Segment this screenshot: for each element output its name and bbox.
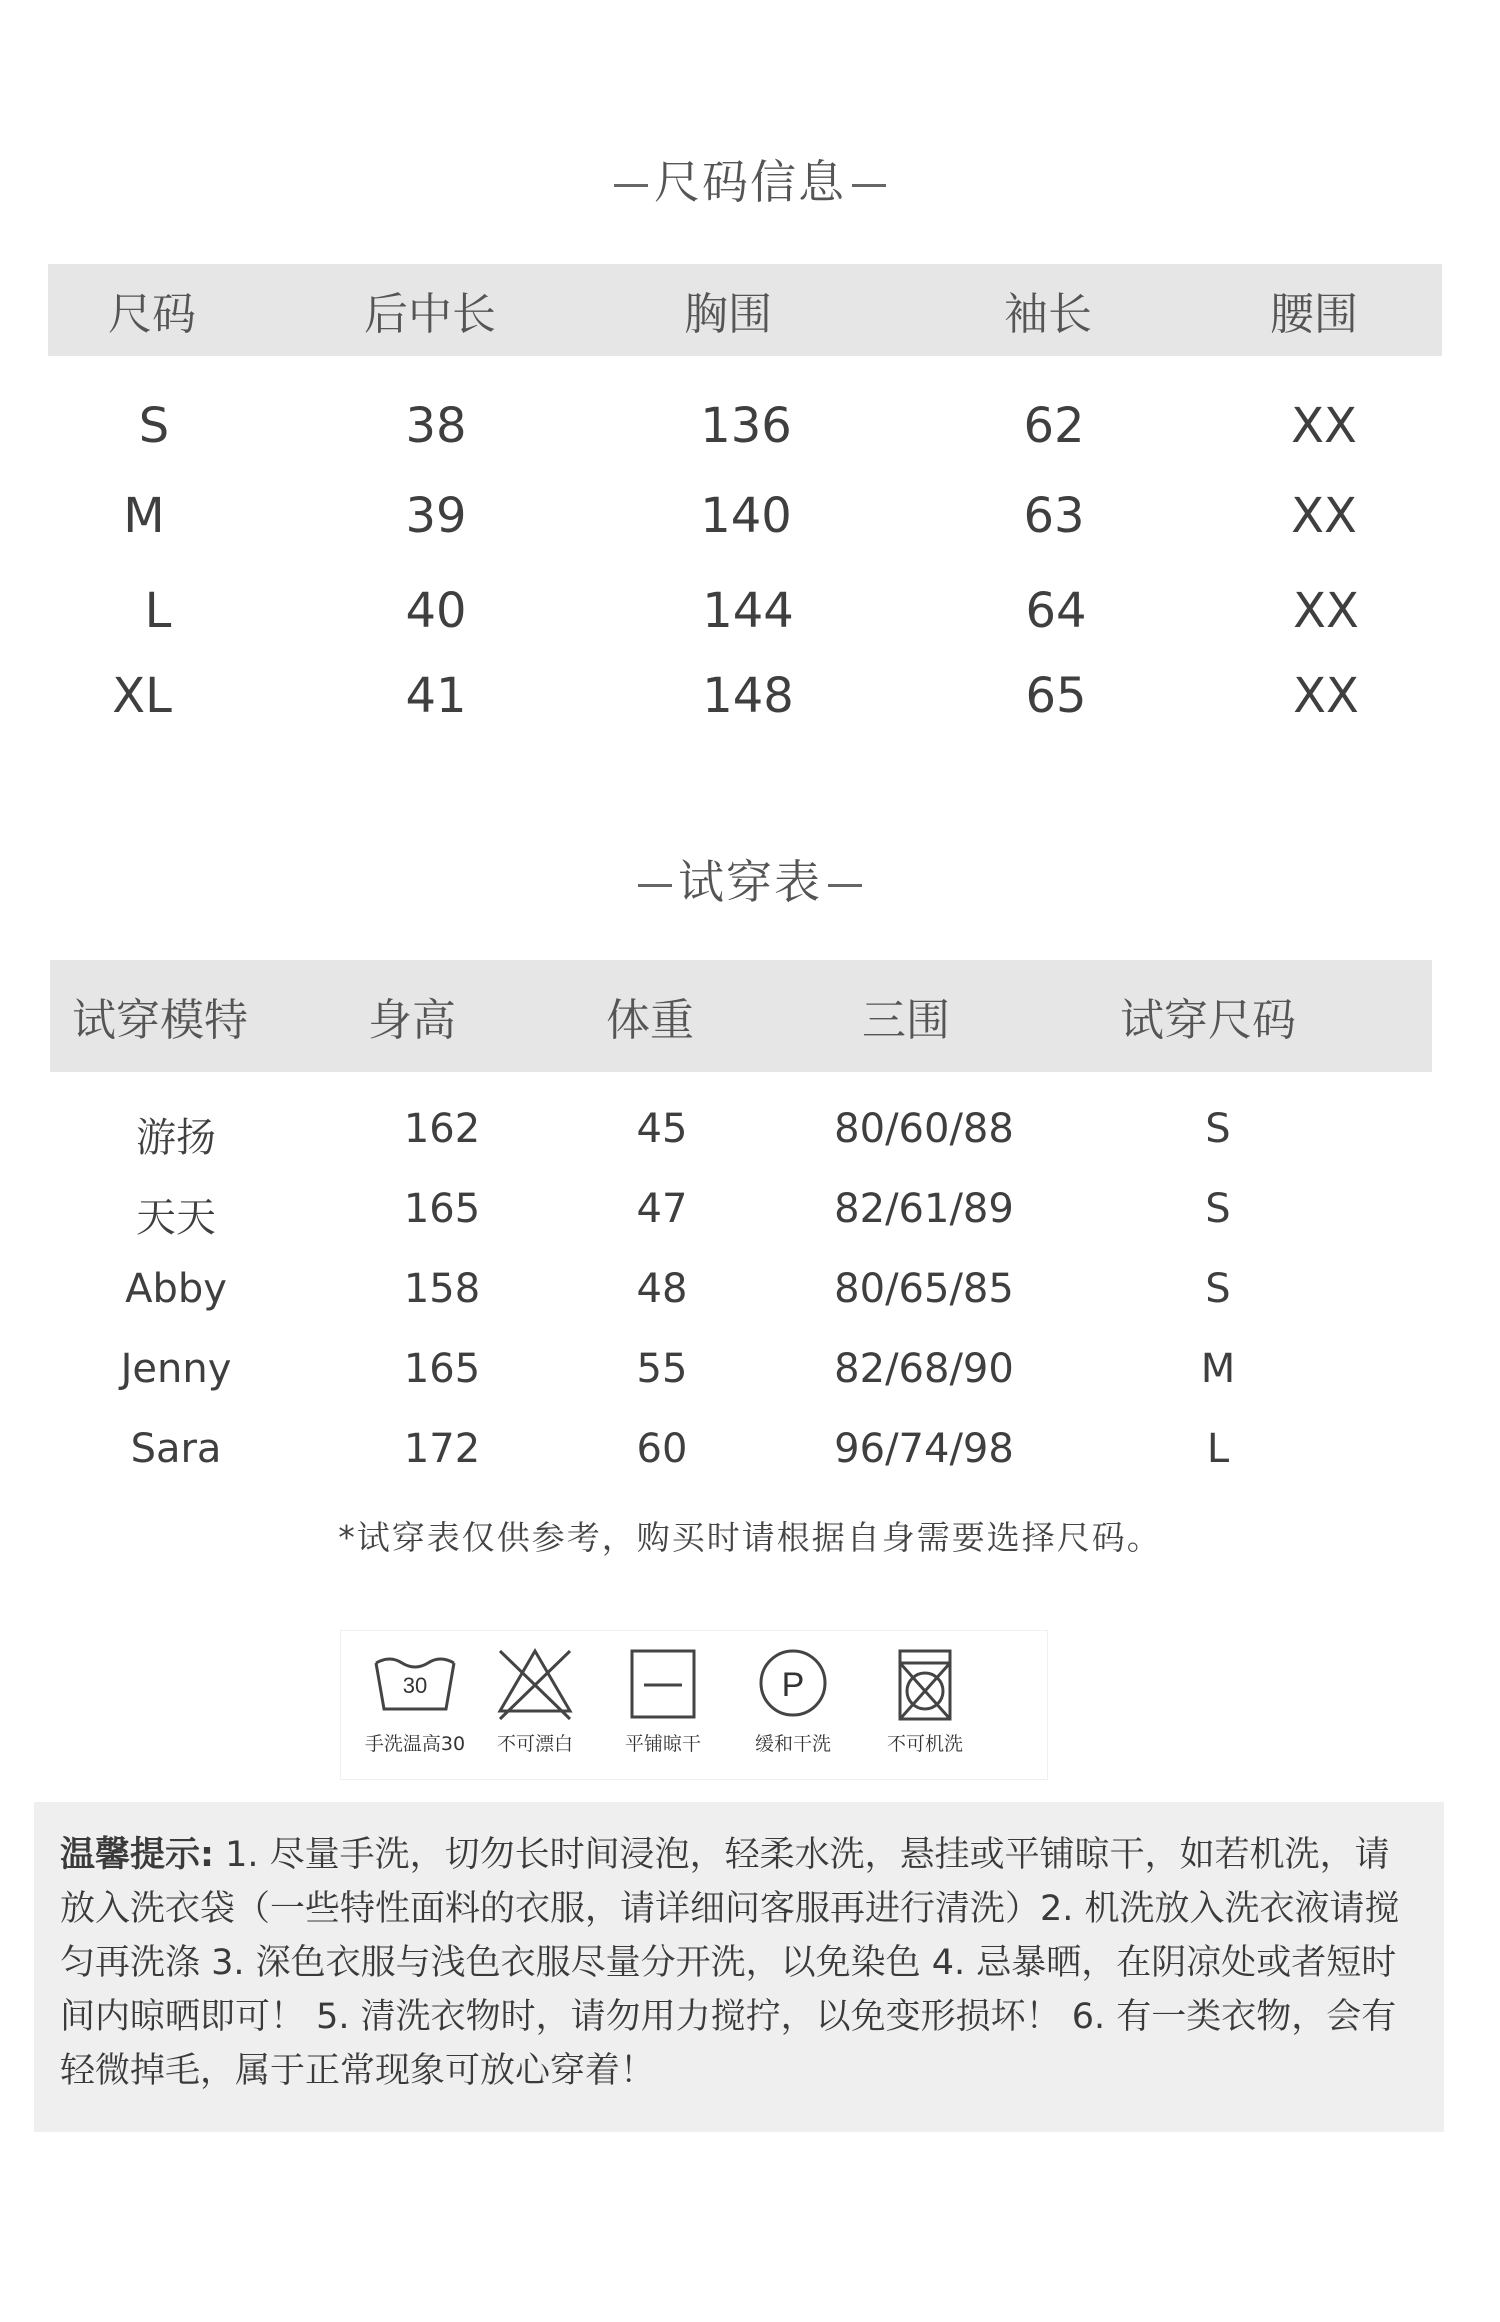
tryon-header-model: 试穿模特 — [72, 995, 248, 1046]
size-cell: XL — [112, 668, 172, 724]
care-item-dry-flat — [603, 1631, 723, 1756]
tryon-table-header — [50, 960, 1432, 1072]
tryon-cell: 172 — [403, 1426, 481, 1472]
size-cell: 38 — [405, 398, 467, 454]
size-cell: 65 — [1025, 668, 1087, 724]
care-symbols-panel — [340, 1630, 1048, 1780]
tryon-cell: 45 — [636, 1106, 688, 1152]
size-cell: 40 — [405, 583, 467, 639]
tryon-cell: L — [1206, 1426, 1230, 1472]
size-header-chest: 胸围 — [684, 289, 772, 340]
tryon-header-weight: 体重 — [606, 995, 694, 1046]
size-cell: XX — [1291, 398, 1357, 454]
tryon-cell: Sara — [130, 1426, 222, 1472]
size-header-back-length: 后中长 — [364, 289, 496, 340]
size-cell: 136 — [700, 398, 792, 454]
tryon-cell: 80/60/88 — [834, 1106, 1014, 1152]
tryon-cell: S — [1205, 1266, 1231, 1312]
wash-temp-text: 30 — [402, 1673, 428, 1698]
tryon-header-measurements: 三围 — [862, 995, 950, 1046]
size-cell: 64 — [1025, 583, 1087, 639]
size-cell: 140 — [700, 488, 792, 544]
tryon-note: *试穿表仅供参考，购买时请根据自身需要选择尺码。 — [338, 1518, 1162, 1557]
size-section-title — [0, 146, 1500, 212]
size-cell: 144 — [702, 583, 794, 639]
care-item-no-machine-wash — [865, 1631, 985, 1756]
care-label: 平铺晾干 — [624, 1733, 701, 1755]
size-cell: 41 — [405, 668, 467, 724]
tips-label: 温馨提示: — [60, 1835, 214, 1875]
dry-flat-icon — [618, 1645, 708, 1723]
tryon-cell: S — [1205, 1186, 1231, 1232]
tryon-header-size: 试穿尺码 — [1120, 995, 1296, 1046]
tryon-cell: 60 — [636, 1426, 688, 1472]
tryon-cell: Abby — [125, 1266, 227, 1312]
tryon-cell: 162 — [403, 1106, 481, 1152]
tryon-cell: M — [1200, 1346, 1236, 1392]
tryon-cell: 天天 — [136, 1195, 216, 1241]
care-item-no-bleach — [475, 1631, 595, 1756]
gentle-dry-clean-icon — [748, 1645, 838, 1723]
size-cell: 148 — [702, 668, 794, 724]
tryon-cell: 165 — [403, 1346, 481, 1392]
size-header-sleeve: 袖长 — [1004, 289, 1092, 340]
tryon-cell: 80/65/85 — [834, 1266, 1014, 1312]
tryon-header-height: 身高 — [368, 995, 456, 1046]
size-cell: XX — [1291, 488, 1357, 544]
size-cell: 63 — [1023, 488, 1085, 544]
care-tips-text — [60, 1828, 1420, 2098]
size-header-waist: 腰围 — [1270, 289, 1358, 340]
size-table-header — [48, 264, 1442, 356]
tryon-cell: 165 — [403, 1186, 481, 1232]
tryon-cell: S — [1205, 1106, 1231, 1152]
tryon-cell: 47 — [636, 1186, 688, 1232]
title-dash-left — [638, 884, 672, 887]
no-bleach-icon — [490, 1645, 580, 1723]
size-cell: 39 — [405, 488, 467, 544]
size-cell: L — [144, 583, 172, 639]
tryon-cell: 96/74/98 — [834, 1426, 1014, 1472]
care-label: 不可漂白 — [496, 1733, 573, 1755]
dry-clean-letter: P — [781, 1666, 805, 1704]
tryon-cell: 82/61/89 — [834, 1186, 1014, 1232]
size-header-size: 尺码 — [108, 289, 196, 340]
tryon-cell: 48 — [636, 1266, 688, 1312]
title-dash-right — [852, 184, 886, 187]
title-dash-right — [828, 884, 862, 887]
tryon-section-title-text: 试穿表 — [678, 855, 822, 909]
care-item-hand-wash — [355, 1631, 475, 1756]
size-cell: 62 — [1023, 398, 1085, 454]
size-cell: XX — [1293, 583, 1359, 639]
tryon-cell: 游扬 — [136, 1115, 216, 1161]
care-label: 手洗温高30 — [364, 1733, 466, 1755]
care-item-dry-clean — [733, 1631, 853, 1756]
hand-wash-30-icon — [370, 1645, 460, 1723]
care-label: 缓和干洗 — [754, 1733, 831, 1755]
size-cell: S — [138, 398, 170, 454]
tips-body: 1. 尽量手洗，切勿长时间浸泡，轻柔水洗，悬挂或平铺晾干，如若机洗，请放入洗衣袋（一些特性面料的衣服，请详细问客服再进行清洗）2. 机洗放入洗衣液请搅匀再洗涤 3. 深色衣服与浅色衣服尽量分开洗，以免染色 4. 忌暴晒，在阴凉处或者短时间内晾晒即可！ 5. 清洗衣物时，请勿用力搅拧，以免变形损坏！ 6. 有一类衣物，会有轻微掉毛，属于正常现象可放心穿着！ — [60, 1835, 1400, 2091]
tryon-cell: 82/68/90 — [834, 1346, 1014, 1392]
tryon-cell: 55 — [636, 1346, 688, 1392]
title-dash-left — [614, 184, 648, 187]
care-tips-panel — [34, 1802, 1444, 2132]
tryon-section-title — [0, 846, 1500, 912]
size-cell: M — [123, 488, 165, 544]
tryon-cell: Jenny — [120, 1346, 232, 1392]
care-label: 不可机洗 — [886, 1733, 963, 1755]
no-machine-wash-icon — [880, 1645, 970, 1723]
tryon-cell: 158 — [403, 1266, 481, 1312]
size-cell: XX — [1293, 668, 1359, 724]
size-section-title-text: 尺码信息 — [654, 155, 846, 209]
